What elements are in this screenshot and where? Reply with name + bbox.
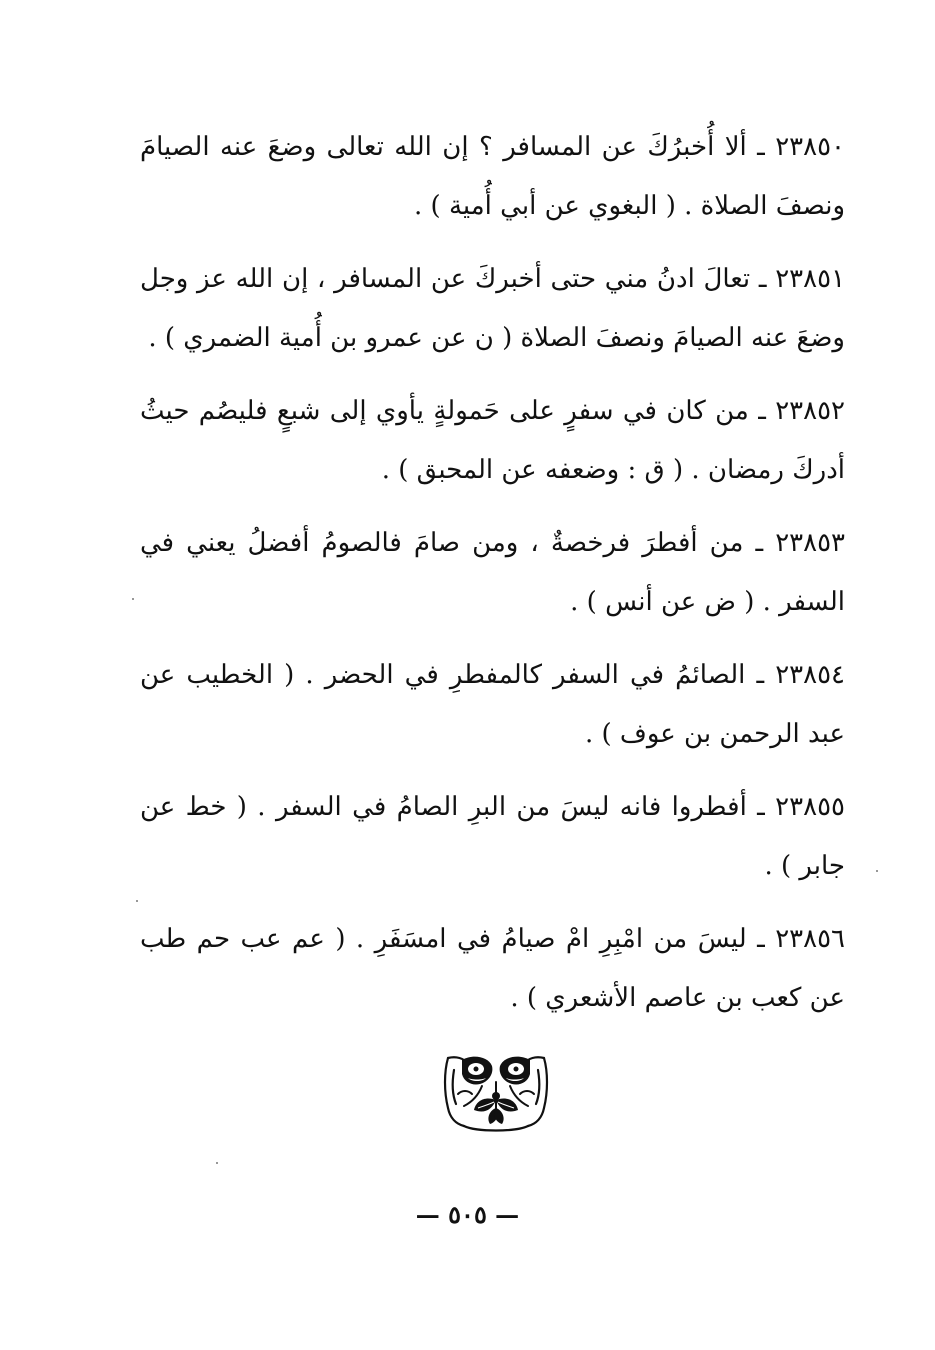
- hadith-text: ليسَ من امْبِرِ امْ صيامُ في امسَفَرِ . ( عم عب حم طب عن كعب بن عاصم الأشعري ) .: [140, 924, 845, 1013]
- hadith-text: ألا أُخبرُكَ عن المسافر ؟ إن الله تعالى وضعَ عنه الصيامَ ونصفَ الصلاة . ( البغوي عن أبي أُمية ) .: [140, 132, 845, 221]
- hadith-number: ٢٣٨٥٣: [775, 528, 846, 558]
- hadith-text: أفطروا فانه ليسَ من البرِ الصامُ في السفر . ( خط عن جابر ) .: [140, 792, 845, 881]
- hadith-entry: [140, 250, 845, 368]
- hadith-number: ٢٣٨٥٠: [775, 132, 846, 162]
- separator: ـ: [755, 528, 764, 558]
- floral-ornament-icon: [442, 1052, 550, 1136]
- hadith-text: تعالَ ادنُ مني حتى أخبركَ عن المسافر ، إن الله عز وجل وضعَ عنه الصيامَ ونصفَ الصلاة ( ن عن عمرو بن أُمية الضمري ) .: [140, 264, 845, 353]
- hadith-entry: [140, 646, 845, 764]
- hadith-entry: [140, 910, 845, 1028]
- hadith-entry: [140, 778, 845, 896]
- scan-speck: [876, 870, 878, 872]
- hadith-entry: [140, 514, 845, 632]
- separator: ـ: [756, 660, 765, 690]
- hadith-number: ٢٣٨٥٦: [775, 924, 846, 954]
- separator: ـ: [758, 264, 767, 294]
- scan-speck: [216, 1162, 218, 1164]
- hadith-number: ٢٣٨٥٢: [775, 396, 846, 426]
- hadith-text: من أفطرَ فرخصةٌ ، ومن صامَ فالصومُ أفضلُ يعني في السفر . ( ض عن أنس ) .: [140, 528, 845, 617]
- hadith-number: ٢٣٨٥٥: [775, 792, 845, 822]
- hadith-number: ٢٣٨٥١: [775, 264, 846, 294]
- hadith-entry: [140, 118, 845, 236]
- separator: ـ: [758, 396, 766, 426]
- hadith-text: الصائمُ في السفر كالمفطرِ في الحضر . ( الخطيب عن عبد الرحمن بن عوف ) .: [140, 660, 845, 749]
- separator: ـ: [757, 924, 765, 954]
- hadith-text: من كان في سفرٍ على حَمولةٍ يأوي إلى شبعٍ فليصُم حيثُ أدركَ رمضان . ( ق : وضعفه عن المحبق ) .: [140, 396, 845, 485]
- page-number: — ٥٠٥ —: [415, 1200, 520, 1229]
- scan-speck: [132, 598, 134, 600]
- hadith-number: ٢٣٨٥٤: [775, 660, 846, 690]
- scan-speck: [136, 900, 138, 902]
- separator: ـ: [757, 132, 765, 162]
- hadith-list: [140, 118, 845, 1042]
- separator: ـ: [757, 792, 765, 822]
- hadith-entry: [140, 382, 845, 500]
